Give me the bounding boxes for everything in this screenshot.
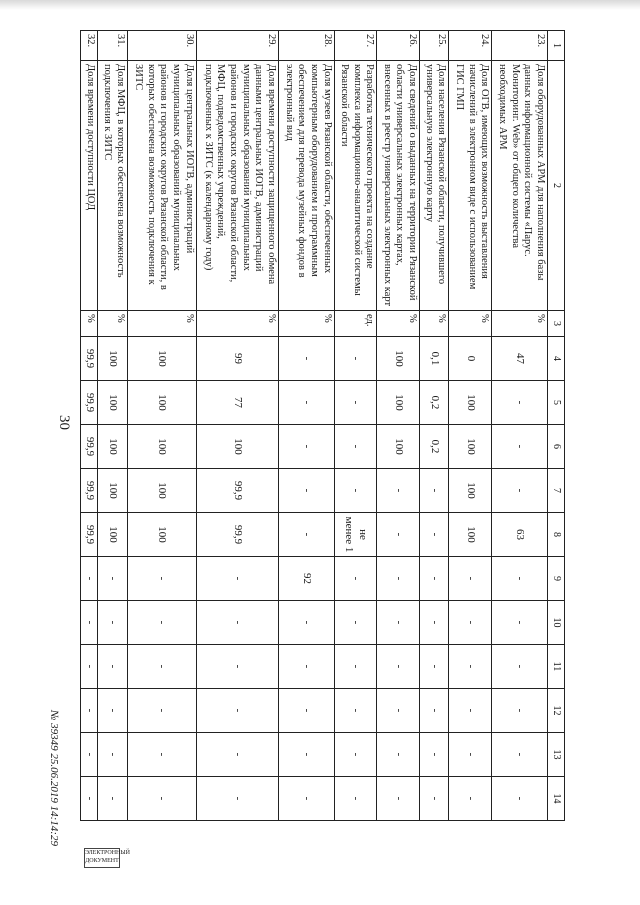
column-header: 11 — [548, 645, 565, 689]
value-cell: - — [196, 733, 278, 777]
value-cell: 63 — [492, 513, 548, 557]
electronic-document-stamp — [84, 848, 130, 868]
value-cell: - — [127, 689, 196, 733]
registration-note: № 39349 25.06.2019 14:14:29 — [48, 710, 60, 846]
value-cell: 0,2 — [419, 425, 449, 469]
column-header: 6 — [548, 425, 565, 469]
value-cell: - — [334, 733, 377, 777]
row-index: 31. — [98, 31, 128, 61]
value-cell: - — [449, 645, 492, 689]
value-cell: - — [81, 689, 98, 733]
value-cell: 99,9 — [81, 425, 98, 469]
table-row — [81, 31, 98, 821]
indicators-table — [80, 30, 565, 821]
row-index: 29. — [196, 31, 278, 61]
value-cell: 100 — [127, 381, 196, 425]
value-cell: 100 — [127, 513, 196, 557]
value-cell: - — [377, 469, 420, 513]
value-cell: - — [492, 381, 548, 425]
value-cell: - — [278, 689, 334, 733]
value-cell: 99,9 — [81, 513, 98, 557]
indicator-name: Доля времени доступности защищенного обмена данными центральных ИОГВ, администраций муниципальных образований муниципальных районов и городских округов Рязанской области, МФЦ, подведомственных учреждений, подключенных к ЗИТС (к календарному году) — [196, 61, 278, 311]
value-cell: - — [98, 689, 128, 733]
value-cell: - — [278, 777, 334, 821]
unit-cell: % — [278, 311, 334, 337]
value-cell: - — [334, 557, 377, 601]
column-header: 13 — [548, 733, 565, 777]
value-cell: - — [334, 425, 377, 469]
value-cell: 0 — [449, 337, 492, 381]
column-header: 7 — [548, 469, 565, 513]
row-index: 27. — [334, 31, 377, 61]
value-cell: - — [449, 733, 492, 777]
value-cell: - — [334, 337, 377, 381]
value-cell: 99 — [196, 337, 278, 381]
stamp-text: ЭЛЕКТРОННЫЙ ДОКУМЕНТ — [85, 850, 130, 864]
value-cell: 100 — [127, 469, 196, 513]
value-cell: - — [449, 601, 492, 645]
indicator-name: Доля населения Рязанской области, получившего универсальную электронную карту — [419, 61, 449, 311]
value-cell: - — [419, 513, 449, 557]
row-index: 26. — [377, 31, 420, 61]
page-number: 30 — [56, 415, 72, 430]
value-cell: - — [492, 645, 548, 689]
column-header: 10 — [548, 601, 565, 645]
value-cell: 47 — [492, 337, 548, 381]
value-cell: 99,9 — [81, 337, 98, 381]
value-cell: - — [419, 777, 449, 821]
indicator-name: Доля МФЦ, в которых обеспечена возможность подключения к ЗИТС — [98, 61, 128, 311]
value-cell: - — [81, 645, 98, 689]
value-cell: 100 — [127, 425, 196, 469]
table-body — [81, 31, 548, 821]
table-row — [377, 31, 420, 821]
value-cell: - — [278, 513, 334, 557]
value-cell: - — [98, 733, 128, 777]
unit-cell: % — [449, 311, 492, 337]
value-cell: 100 — [377, 381, 420, 425]
value-cell: - — [492, 425, 548, 469]
value-cell: - — [334, 689, 377, 733]
value-cell: - — [377, 733, 420, 777]
value-cell: - — [334, 601, 377, 645]
column-header: 1 — [548, 31, 565, 61]
value-cell: - — [334, 469, 377, 513]
table-row — [278, 31, 334, 821]
indicator-name: Доля оборудованных АРМ для наполнения базы данных информационной системы «Парус. Мониторинг. Web» от общего количества необходимых АРМ — [492, 61, 548, 311]
value-cell: 100 — [98, 513, 128, 557]
value-cell: 100 — [449, 425, 492, 469]
row-index: 28. — [278, 31, 334, 61]
rotated-table-container — [80, 30, 565, 820]
value-cell: - — [278, 733, 334, 777]
table-row — [419, 31, 449, 821]
value-cell: 100 — [449, 469, 492, 513]
value-cell: 99,9 — [81, 381, 98, 425]
value-cell: - — [377, 777, 420, 821]
value-cell: - — [492, 777, 548, 821]
unit-cell: % — [196, 311, 278, 337]
unit-cell: % — [127, 311, 196, 337]
row-index: 25. — [419, 31, 449, 61]
unit-cell: % — [419, 311, 449, 337]
unit-cell: ед. — [334, 311, 377, 337]
value-cell: 100 — [377, 337, 420, 381]
value-cell: - — [492, 733, 548, 777]
value-cell: - — [278, 381, 334, 425]
value-cell: - — [449, 689, 492, 733]
value-cell: - — [419, 689, 449, 733]
value-cell: - — [419, 645, 449, 689]
value-cell: 99,9 — [81, 469, 98, 513]
value-cell: - — [278, 337, 334, 381]
value-cell: - — [419, 557, 449, 601]
unit-cell: % — [81, 311, 98, 337]
unit-cell: % — [377, 311, 420, 337]
table-frame — [80, 30, 565, 820]
value-cell: - — [127, 733, 196, 777]
value-cell: 100 — [449, 381, 492, 425]
value-cell: - — [492, 689, 548, 733]
row-index: 30. — [127, 31, 196, 61]
row-index: 23. — [492, 31, 548, 61]
value-cell: 100 — [377, 425, 420, 469]
value-cell: - — [81, 557, 98, 601]
value-cell: - — [127, 777, 196, 821]
value-cell: - — [98, 777, 128, 821]
value-cell: - — [334, 381, 377, 425]
value-cell: - — [419, 733, 449, 777]
value-cell: - — [81, 733, 98, 777]
value-cell: - — [278, 425, 334, 469]
table-row — [127, 31, 196, 821]
value-cell: - — [492, 469, 548, 513]
value-cell: - — [98, 601, 128, 645]
value-cell: - — [334, 645, 377, 689]
value-cell: - — [449, 777, 492, 821]
indicator-name: Доля музеев Рязанской области, обеспеченных компьютерным оборудованием и программным обеспечением для перевода музейных фондов в электронный вид — [278, 61, 334, 311]
value-cell: - — [278, 469, 334, 513]
value-cell: 77 — [196, 381, 278, 425]
value-cell: - — [278, 645, 334, 689]
value-cell: - — [98, 645, 128, 689]
value-cell: - — [377, 557, 420, 601]
value-cell: 100 — [98, 381, 128, 425]
value-cell: - — [377, 513, 420, 557]
value-cell: - — [81, 777, 98, 821]
table-row — [334, 31, 377, 821]
value-cell: - — [127, 645, 196, 689]
value-cell: 100 — [196, 425, 278, 469]
indicator-name: Доля центральных ИОГВ, администраций муниципальных образований муниципальных районов и городских округов Рязанской области, в которых обеспечена возможность подключения к ЗИТС — [127, 61, 196, 311]
value-cell: - — [334, 777, 377, 821]
value-cell: 0,1 — [419, 337, 449, 381]
unit-cell: % — [98, 311, 128, 337]
indicator-name: Доля сведений о выданных на территории Рязанской области универсальных электронных картах, внесенных в реестр универсальных электронных карт — [377, 61, 420, 311]
value-cell: - — [278, 601, 334, 645]
column-header: 2 — [548, 61, 565, 311]
value-cell: 100 — [127, 337, 196, 381]
header-row — [548, 31, 565, 821]
table-row — [196, 31, 278, 821]
value-cell: 99,9 — [196, 469, 278, 513]
row-index: 32. — [81, 31, 98, 61]
column-header: 12 — [548, 689, 565, 733]
column-header: 4 — [548, 337, 565, 381]
value-cell: - — [81, 601, 98, 645]
value-cell: - — [196, 601, 278, 645]
column-header: 14 — [548, 777, 565, 821]
unit-cell: % — [492, 311, 548, 337]
value-cell: - — [449, 557, 492, 601]
indicator-name: Доля времени доступности ЦОД — [81, 61, 98, 311]
value-cell: - — [196, 645, 278, 689]
value-cell: - — [377, 601, 420, 645]
table-row — [449, 31, 492, 821]
column-header: 9 — [548, 557, 565, 601]
value-cell: 0,2 — [419, 381, 449, 425]
column-header: 8 — [548, 513, 565, 557]
value-cell: - — [127, 601, 196, 645]
value-cell: не менее 1 — [334, 513, 377, 557]
value-cell: - — [196, 557, 278, 601]
value-cell: - — [377, 689, 420, 733]
indicator-name: Разработка технического проекта на создание комплекса информационно-аналитической системы Рязанской области — [334, 61, 377, 311]
value-cell: - — [98, 557, 128, 601]
value-cell: - — [419, 601, 449, 645]
value-cell: 100 — [449, 513, 492, 557]
value-cell: - — [492, 557, 548, 601]
value-cell: - — [377, 645, 420, 689]
value-cell: - — [196, 777, 278, 821]
value-cell: 100 — [98, 425, 128, 469]
column-header: 3 — [548, 311, 565, 337]
value-cell: - — [127, 557, 196, 601]
value-cell: 92 — [278, 557, 334, 601]
indicator-name: Доля ОГВ, имеющих возможность выставления начислений в электронном виде с использованием ГИС ГМП — [449, 61, 492, 311]
scan-edge — [0, 0, 640, 10]
value-cell: 99,9 — [196, 513, 278, 557]
value-cell: - — [419, 469, 449, 513]
value-cell: - — [196, 689, 278, 733]
table-row — [98, 31, 128, 821]
value-cell: 100 — [98, 469, 128, 513]
column-header: 5 — [548, 381, 565, 425]
value-cell: 100 — [98, 337, 128, 381]
row-index: 24. — [449, 31, 492, 61]
value-cell: - — [492, 601, 548, 645]
table-row — [492, 31, 548, 821]
